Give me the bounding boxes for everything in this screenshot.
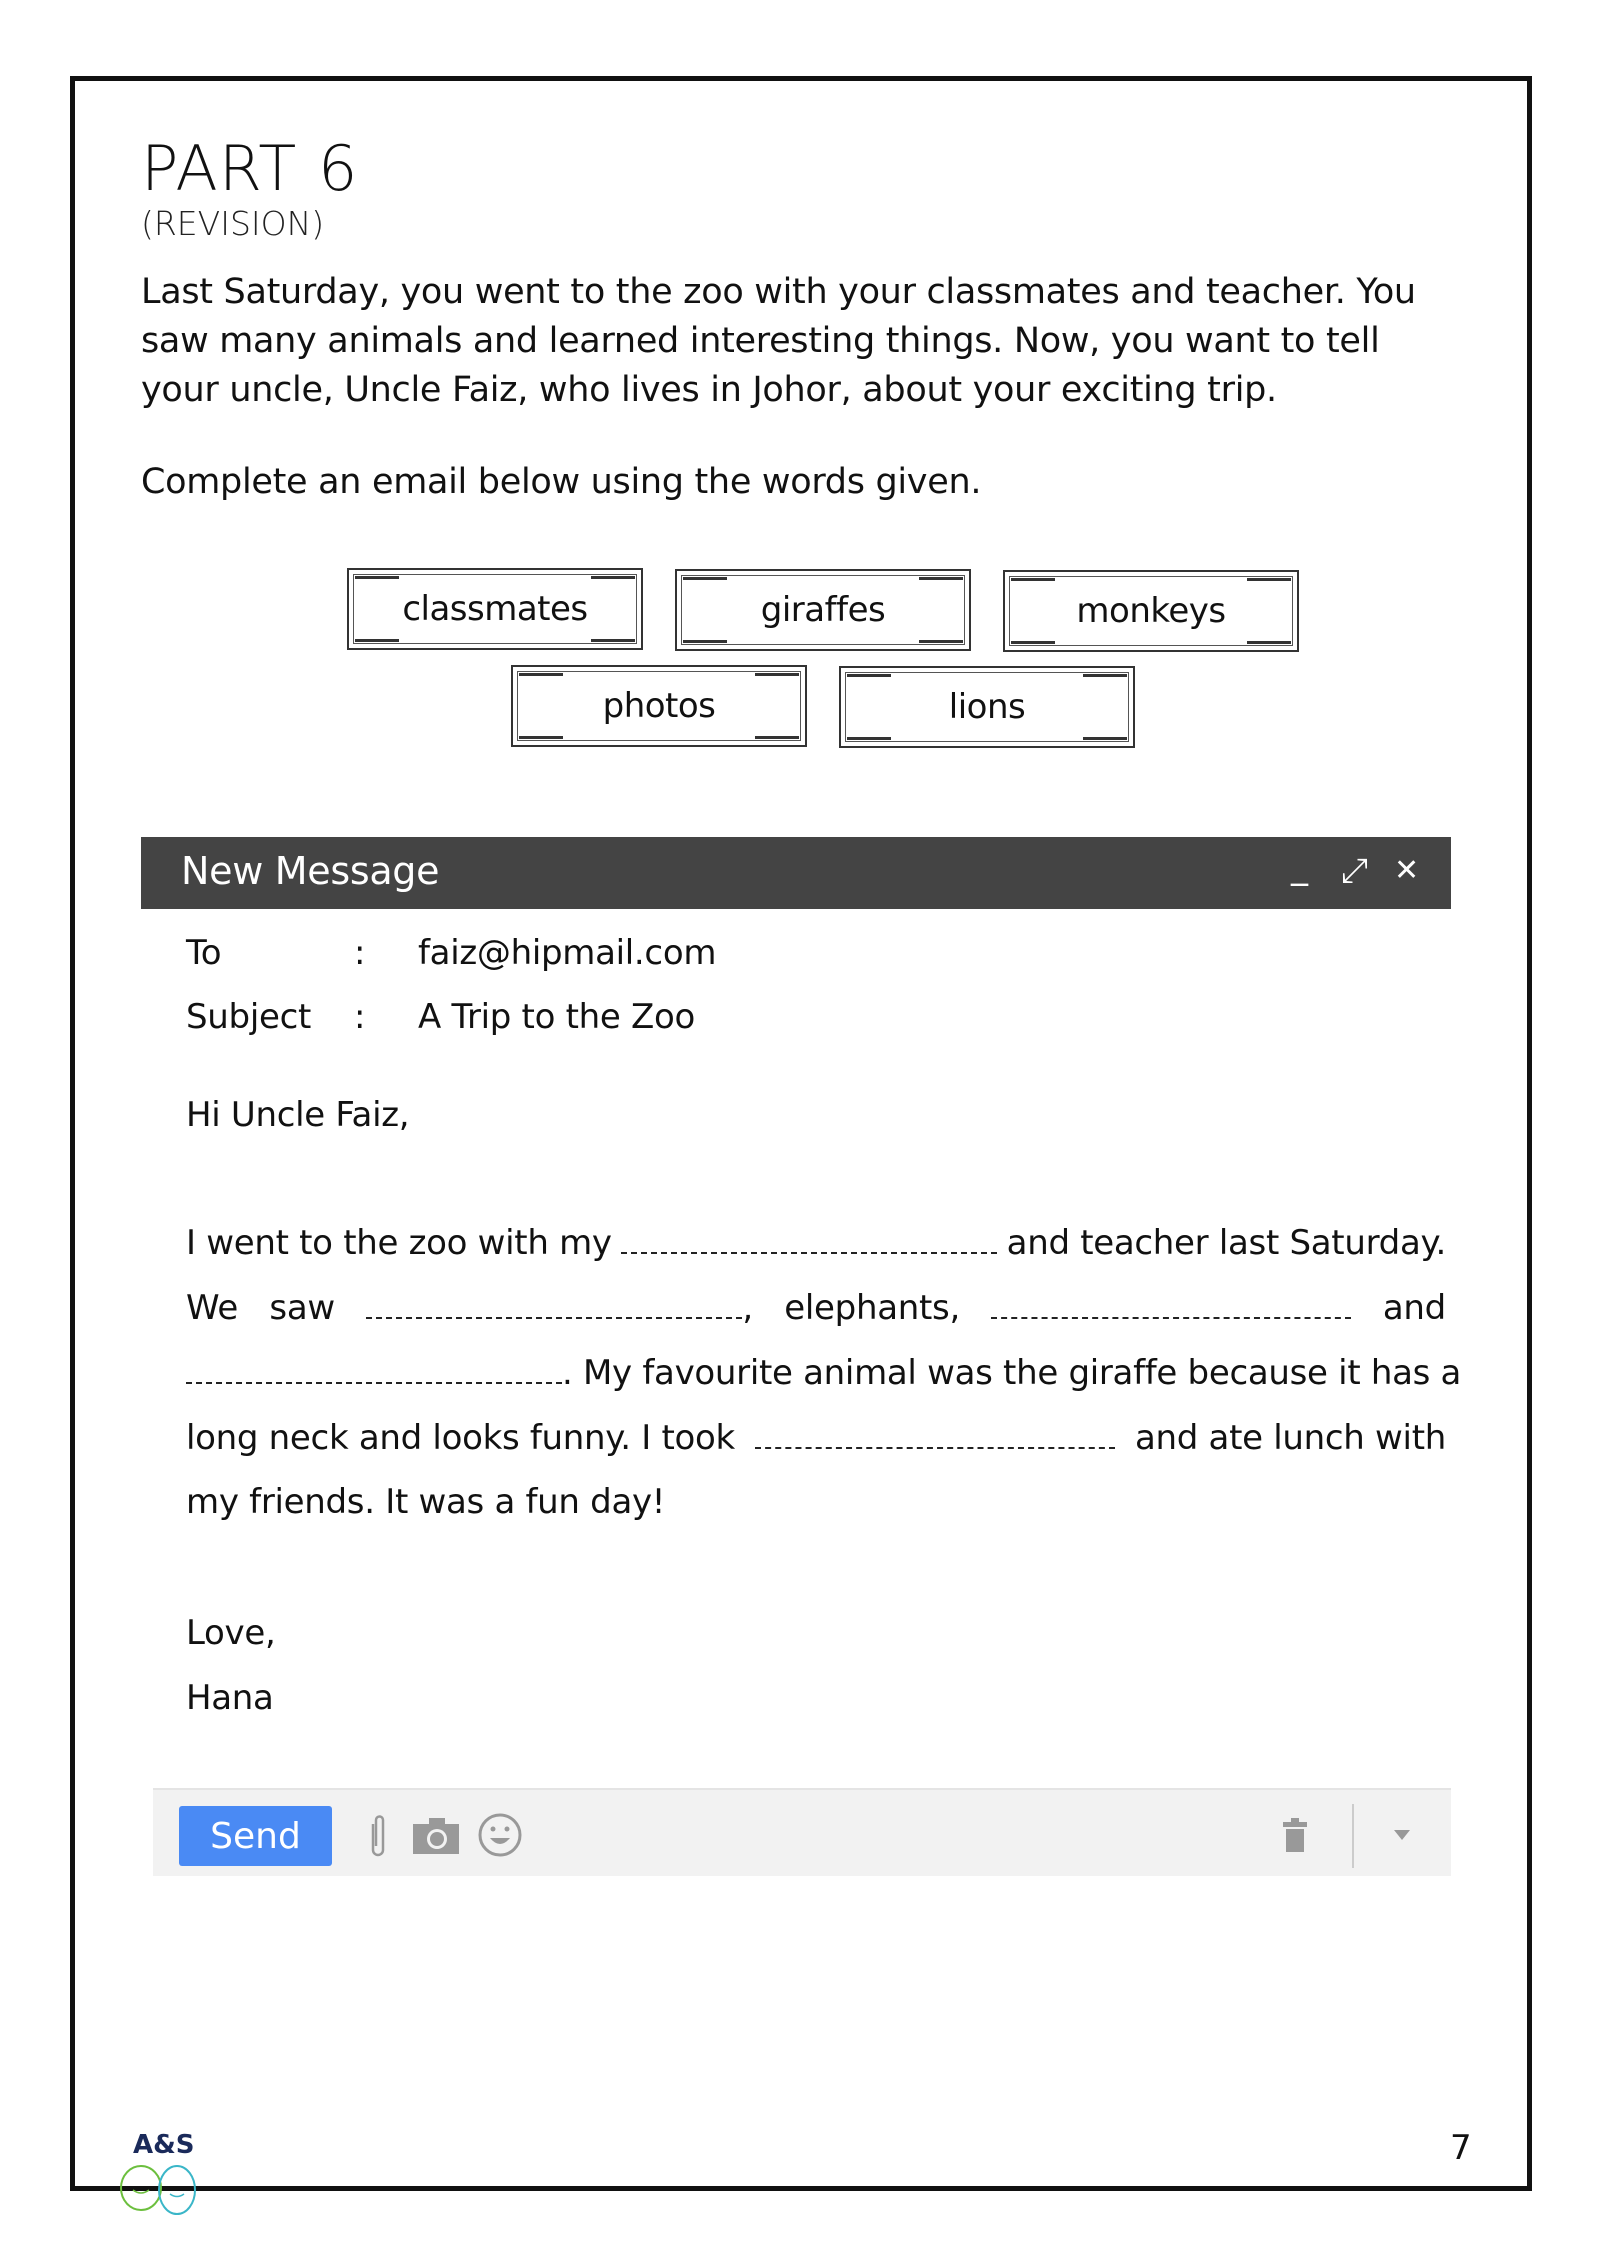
camera-icon[interactable] xyxy=(411,1816,461,1856)
subject-colon: : xyxy=(354,997,366,1037)
minimize-icon[interactable]: _ xyxy=(1291,847,1308,887)
word-box-giraffes xyxy=(675,569,971,651)
dropdown-icon[interactable] xyxy=(1392,1828,1412,1842)
body-text: saw xyxy=(269,1288,335,1328)
subject-field[interactable]: A Trip to the Zoo xyxy=(418,997,695,1037)
intro-paragraph: Last Saturday, you went to the zoo with your classmates and teacher. You saw many animals and learned interesting things. Now, you want to tell your uncle, Uncle Faiz, who lives in Johor, about your exciting trip. xyxy=(141,272,1416,410)
signature: Hana xyxy=(186,1678,274,1718)
body-line-3 xyxy=(186,1352,1462,1393)
word-box-monkeys xyxy=(1003,570,1299,652)
emoji-icon[interactable] xyxy=(477,1812,523,1858)
word-label: classmates xyxy=(402,589,588,629)
subject-label: Subject xyxy=(186,997,312,1037)
compose-toolbar xyxy=(153,1788,1451,1876)
blank-4[interactable] xyxy=(186,1352,562,1384)
page-number: 7 xyxy=(1450,2128,1472,2168)
logo-faces-icon xyxy=(115,2160,205,2220)
word-box-lions xyxy=(839,666,1135,748)
instruction-text: Complete an email below using the words given. xyxy=(141,462,982,502)
word-label: giraffes xyxy=(760,590,886,630)
body-text: . My favourite animal was the giraffe because it has a xyxy=(562,1353,1462,1393)
send-button[interactable]: Send xyxy=(179,1806,332,1866)
body-line-2 xyxy=(186,1287,1446,1328)
body-text: I went to the zoo with my xyxy=(186,1223,612,1263)
body-text: and xyxy=(1382,1288,1446,1328)
body-text: elephants, xyxy=(784,1288,960,1328)
page-subtitle: (REVISION) xyxy=(141,204,325,243)
publisher-logo xyxy=(115,2130,205,2224)
word-box-photos xyxy=(511,665,807,747)
body-line-1 xyxy=(186,1222,1446,1263)
blank-1[interactable] xyxy=(621,1222,997,1254)
blank-5[interactable] xyxy=(755,1417,1115,1449)
expand-icon[interactable]: ⤢ xyxy=(1341,851,1369,891)
body-text: long neck and looks funny. I took xyxy=(186,1418,735,1458)
to-label: To xyxy=(186,933,222,973)
body-text: We xyxy=(186,1288,238,1328)
logo-text: A&S xyxy=(133,2130,195,2160)
body-text: and ate lunch with xyxy=(1134,1418,1446,1458)
body-text: and teacher last Saturday. xyxy=(1006,1223,1446,1263)
close-icon[interactable]: ✕ xyxy=(1394,853,1420,888)
closing: Love, xyxy=(186,1613,276,1653)
paperclip-icon[interactable] xyxy=(367,1812,389,1860)
word-label: photos xyxy=(602,686,716,726)
page-title: PART 6 xyxy=(141,132,359,205)
greeting: Hi Uncle Faiz, xyxy=(186,1095,410,1135)
toolbar-separator xyxy=(1352,1804,1354,1868)
blank-2[interactable] xyxy=(366,1287,742,1319)
to-field[interactable]: faiz@hipmail.com xyxy=(418,933,717,973)
compose-title: New Message xyxy=(181,849,440,893)
to-colon: : xyxy=(354,933,366,973)
word-label: lions xyxy=(948,687,1026,727)
body-line-5: my friends. It was a fun day! xyxy=(186,1482,666,1522)
word-label: monkeys xyxy=(1076,591,1226,631)
body-text: , xyxy=(742,1288,753,1328)
blank-3[interactable] xyxy=(991,1287,1351,1319)
trash-icon[interactable] xyxy=(1281,1816,1309,1854)
body-line-4 xyxy=(186,1417,1446,1458)
word-box-classmates xyxy=(347,568,643,650)
compose-header xyxy=(141,837,1451,909)
